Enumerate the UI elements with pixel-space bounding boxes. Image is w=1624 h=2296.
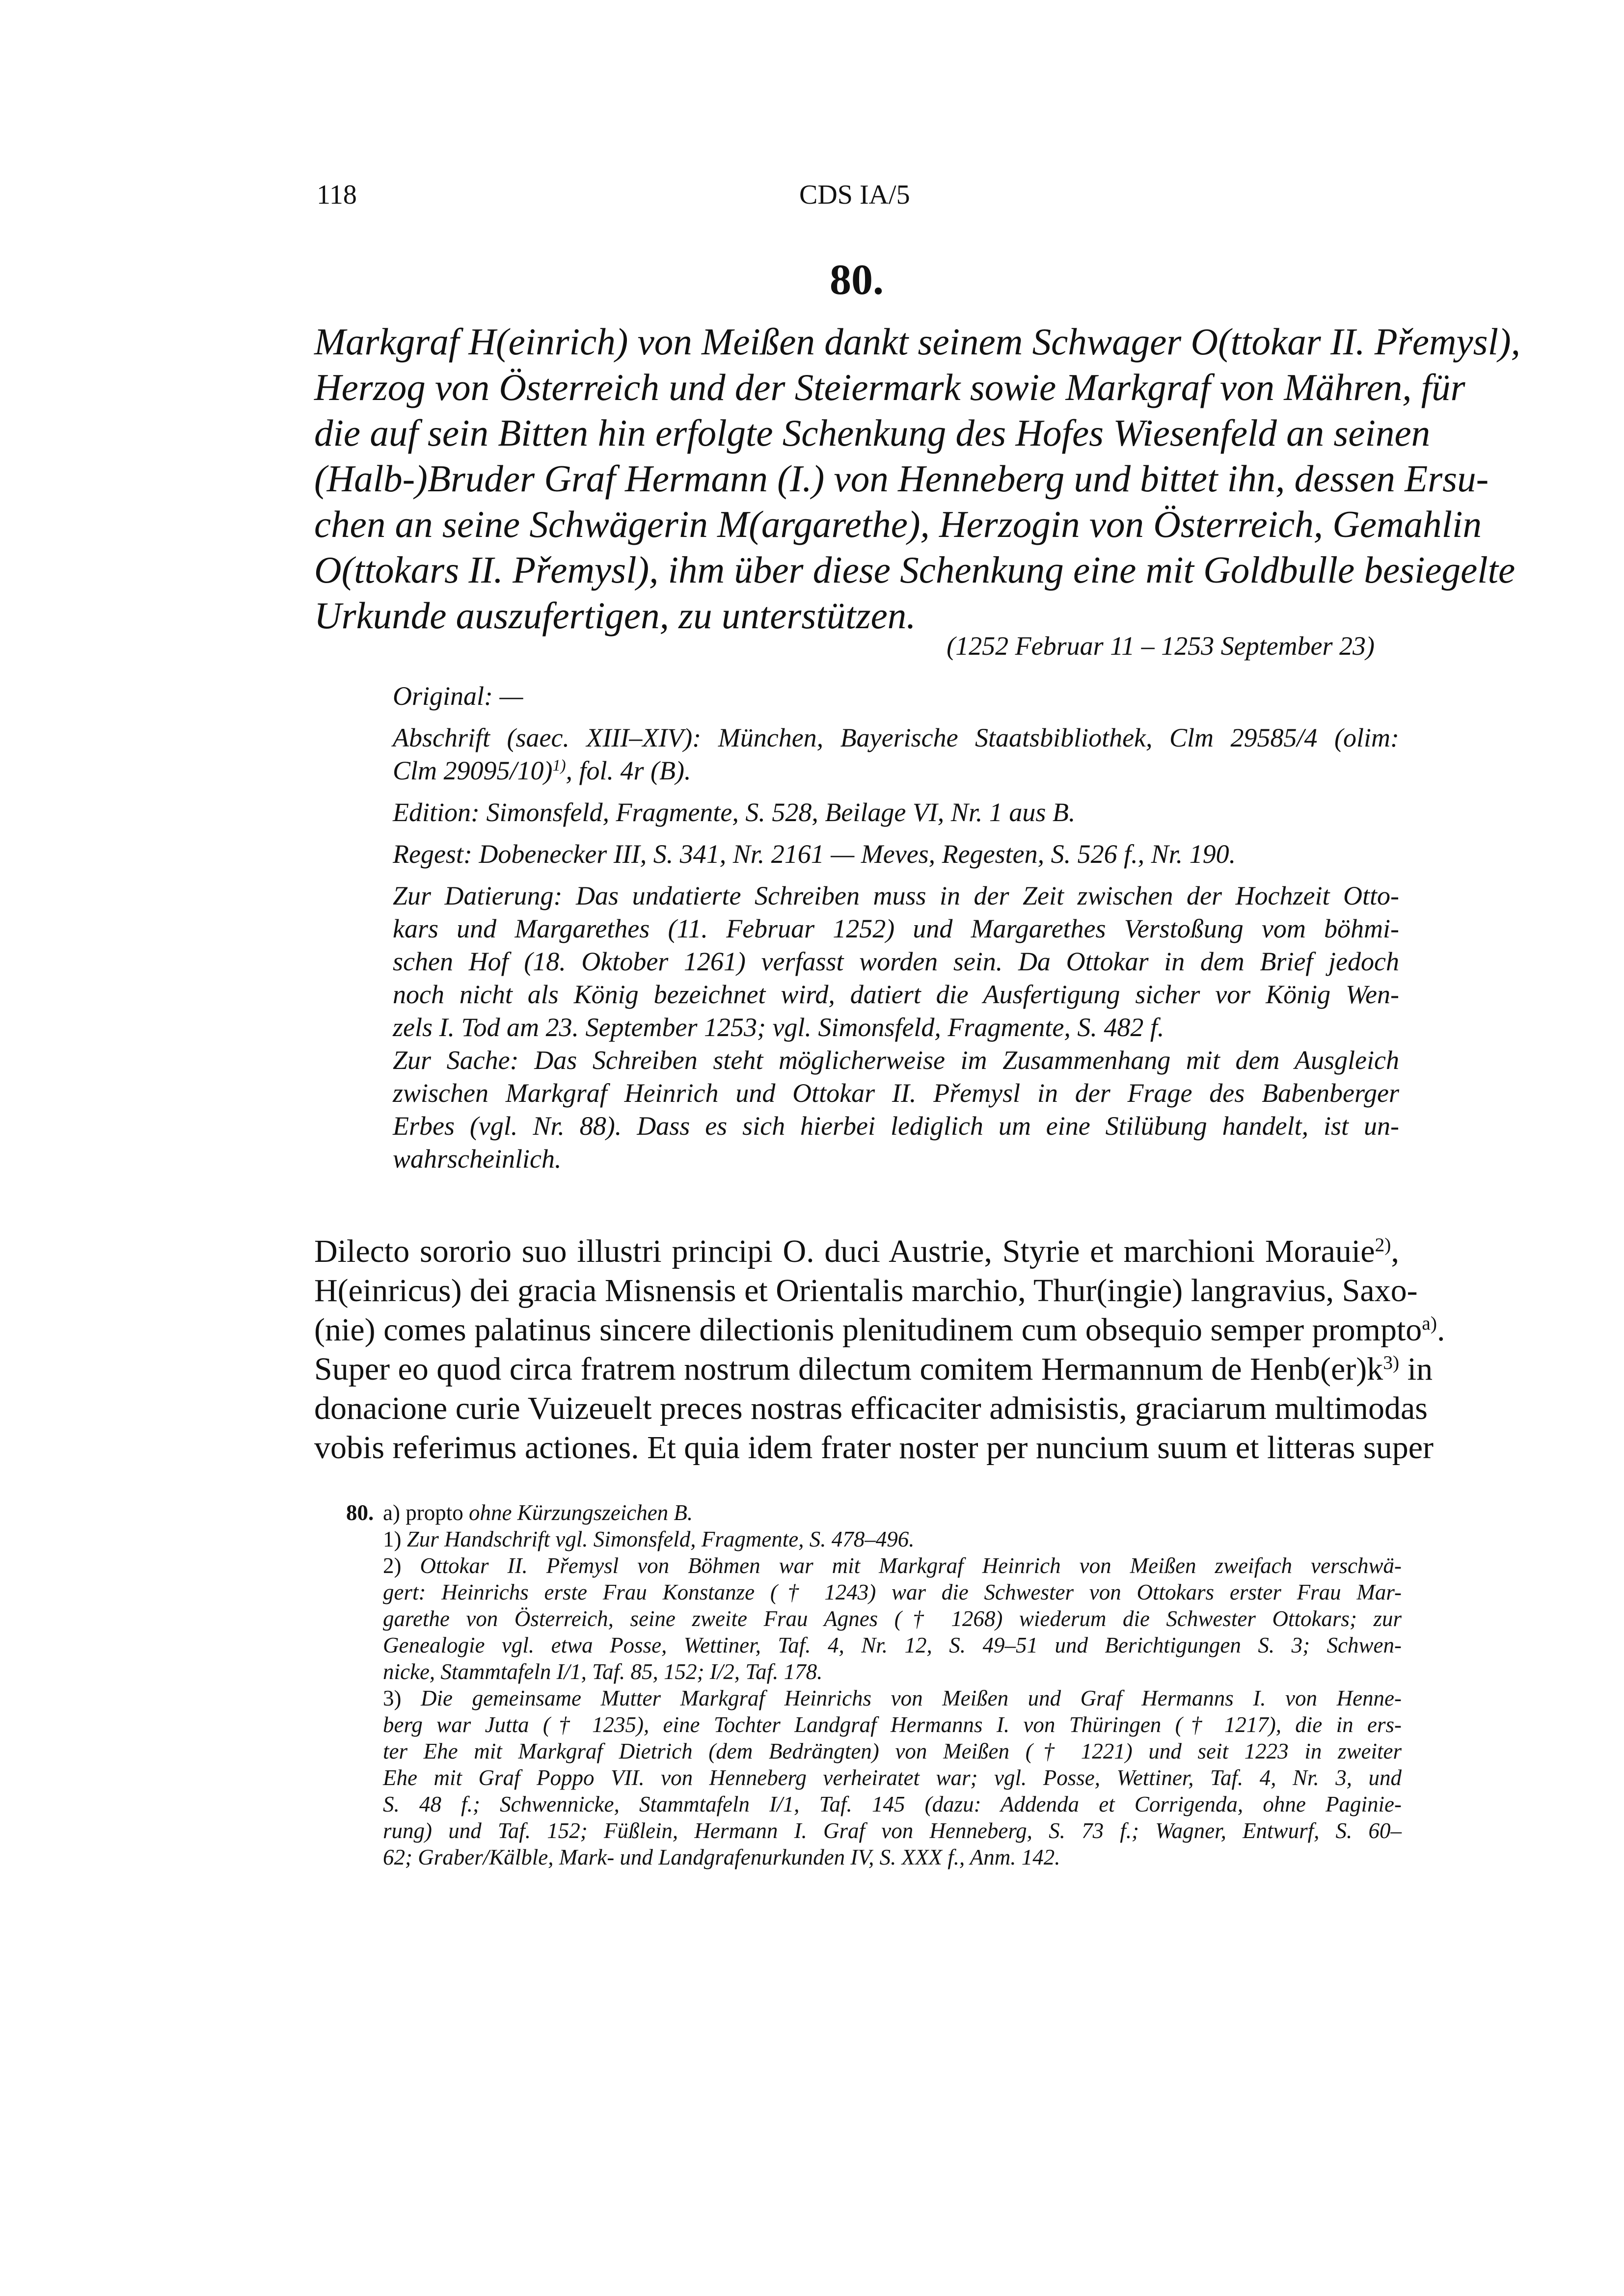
datierung-line: noch nicht als König bezeichnet wird, datiert die Ausfertigung sicher vor König Wen-	[393, 980, 1399, 1009]
latin-text	[314, 1232, 1445, 1468]
footnote-prefix: 1)	[383, 1527, 407, 1551]
footnote-2-line: nicke, Stammtafeln I/1, Taf. 85, 152; I/2, Taf. 178.	[383, 1659, 823, 1684]
latin-text-segment: (nie) comes palatinus sincere dilectionis plenitudinem cum obsequio semper prompto	[314, 1312, 1422, 1348]
latin-line: vobis referimus actiones. Et quia idem frater noster per nuncium suum et litteras super	[314, 1430, 1434, 1466]
footnote-1	[383, 1526, 1402, 1552]
latin-text-segment: Super eo quod circa fratrem nostrum dilectum comitem Hermannum de Henb(er)k	[314, 1351, 1383, 1387]
regest-reference: Regest: Dobenecker III, S. 341, Nr. 2161 — Meves, Regesten, S. 526 f., Nr. 190.	[393, 839, 1236, 869]
original-note: Original: —	[393, 681, 523, 711]
latin-line: H(einricus) dei gracia Misnensis et Orientalis marchio, Thur(ingie) langravius, Saxo-	[314, 1273, 1418, 1308]
latin-text-segment: ,	[1391, 1233, 1399, 1269]
regest-line: Herzog von Österreich und der Steiermark sowie Markgraf von Mähren, für	[314, 366, 1465, 408]
regest-line: chen an seine Schwägerin M(argarethe), Herzogin von Österreich, Gemahlin	[314, 503, 1482, 545]
footnote-3-line	[383, 1685, 1402, 1711]
sache-line: Zur Sache: Das Schreiben steht möglicherweise im Zusammenhang mit dem Ausgleich	[393, 1045, 1399, 1075]
regest-line: Markgraf H(einrich) von Meißen dankt seinem Schwager O(ttokar II. Přemysl),	[314, 320, 1520, 363]
footnote-a	[383, 1499, 1402, 1526]
footnote-prefix: a) propto	[383, 1500, 469, 1525]
datierung-line: schen Hof (18. Oktober 1261) verfasst worden sein. Da Ottokar in dem Brief jedoch	[393, 947, 1399, 976]
footnote-ref: a)	[1422, 1312, 1437, 1335]
regest-line: O(ttokars II. Přemysl), ihm über diese Schenkung eine mit Goldbulle besiegelte	[314, 549, 1516, 591]
footnotes	[346, 1499, 1402, 1870]
regest-line: die auf sein Bitten hin erfolgte Schenkung des Hofes Wiesenfeld an seinen	[314, 412, 1431, 454]
footnote-3-line: S. 48 f.; Schwennicke, Stammtafeln I/1, Taf. 145 (dazu: Addenda et Corrigenda, ohne Paginie-	[383, 1792, 1402, 1816]
document-number: 80.	[830, 256, 884, 304]
footnote-3-line: ter Ehe mit Markgraf Dietrich (dem Bedrängten) von Meißen († 1221) und seit 1223 in zweiter	[383, 1739, 1402, 1763]
regest	[314, 319, 1520, 639]
latin-text-segment: Dilecto sororio suo illustri principi O. duci Austrie, Styrie et marchioni Morauie	[314, 1233, 1375, 1269]
footnote-3-line: rung) und Taf. 152; Füßlein, Hermann I. Graf von Henneberg, S. 73 f.; Wagner, Entwurf, S. 60–	[383, 1818, 1402, 1843]
footnote-3-line: Ehe mit Graf Poppo VII. von Henneberg verheiratet war; vgl. Posse, Wettiner, Taf. 4, Nr. 3, und	[383, 1765, 1402, 1790]
source-notes	[393, 680, 1399, 1184]
footnote-text: Die gemeinsame Mutter Markgraf Heinrichs von Meißen und Graf Hermanns I. von Henne-	[421, 1686, 1402, 1710]
footnote-text: Ottokar II. Přemysl von Böhmen war mit Markgraf Heinrich von Meißen zweifach verschwä-	[420, 1553, 1402, 1578]
footnote-2-line	[383, 1552, 1402, 1579]
regest-line: Urkunde auszufertigen, zu unterstützen.	[314, 594, 916, 637]
footnote-prefix: 3)	[383, 1686, 421, 1710]
latin-line: donacione curie Vuizeuelt preces nostras efficaciter admisistis, graciarum multimodas	[314, 1390, 1428, 1426]
footnote-3-line: 62; Graber/Kälble, Mark- und Landgrafenurkunden IV, S. XXX f., Anm. 142.	[383, 1845, 1060, 1869]
running-title: CDS IA/5	[799, 180, 910, 210]
document-date: (1252 Februar 11 – 1253 September 23)	[947, 631, 1375, 661]
page-number: 118	[317, 180, 357, 210]
footnote-2-line: gert: Heinrichs erste Frau Konstanze († 1243) war die Schwester von Ottokars erster Frau Mar-	[383, 1580, 1402, 1604]
abschrift-text: Clm 29095/10)	[393, 756, 553, 785]
datierung-line: kars und Margarethes (11. Februar 1252) und Margarethes Verstoßung vom böhmi-	[393, 914, 1399, 943]
abschrift-line	[393, 754, 1399, 787]
footnote-text: Zur Handschrift vgl. Simonsfeld, Fragmente, S. 478–496.	[406, 1527, 915, 1551]
abschrift-note	[393, 721, 1399, 787]
footnote-ref: 1)	[552, 757, 566, 775]
datierung-note	[393, 880, 1399, 1044]
footnote-prefix: 2)	[383, 1553, 420, 1578]
footnote-ref: 2)	[1375, 1234, 1391, 1256]
footnote-2-line: Genealogie vgl. etwa Posse, Wettiner, Taf. 4, Nr. 12, S. 49–51 und Berichtigungen S. 3; Schwen-	[383, 1633, 1402, 1657]
footnote-label: 80.	[346, 1500, 374, 1525]
latin-line	[314, 1350, 1433, 1389]
footnote-body	[383, 1499, 1402, 1870]
datierung-line: Zur Datierung: Das undatierte Schreiben muss in der Zeit zwischen der Hochzeit Otto-	[393, 881, 1399, 910]
sache-line: zwischen Markgraf Heinrich und Ottokar II. Přemysl in der Frage des Babenberger	[393, 1078, 1399, 1108]
latin-line	[314, 1310, 1445, 1350]
datierung-line: zels I. Tod am 23. September 1253; vgl. Simonsfeld, Fragmente, S. 482 f.	[393, 1013, 1164, 1042]
latin-line	[314, 1232, 1399, 1271]
abschrift-line: Abschrift (saec. XIII–XIV): München, Bayerische Staatsbibliothek, Clm 29585/4 (olim:	[393, 723, 1399, 752]
footnote-text: ohne Kürzungszeichen B.	[468, 1500, 693, 1525]
sache-note	[393, 1044, 1399, 1175]
regest-line: (Halb-)Bruder Graf Hermann (I.) von Henneberg und bittet ihn, dessen Ersu-	[314, 457, 1489, 500]
edition-note: Edition: Simonsfeld, Fragmente, S. 528, Beilage VI, Nr. 1 aus B.	[393, 798, 1076, 827]
latin-text-segment: in	[1399, 1351, 1433, 1387]
abschrift-text: , fol. 4r (B).	[566, 756, 691, 785]
footnote-2-line: garethe von Österreich, seine zweite Frau Agnes († 1268) wiederum die Schwester Ottokars; zur	[383, 1606, 1402, 1631]
sache-line: wahrscheinlich.	[393, 1144, 562, 1174]
sache-line: Erbes (vgl. Nr. 88). Dass es sich hierbei lediglich um eine Stilübung handelt, ist un-	[393, 1111, 1399, 1141]
footnote-ref: 3)	[1383, 1352, 1400, 1374]
latin-text-segment: .	[1437, 1312, 1445, 1348]
footnote-3-line: berg war Jutta († 1235), eine Tochter Landgraf Hermanns I. von Thüringen († 1217), die in ers-	[383, 1712, 1402, 1737]
